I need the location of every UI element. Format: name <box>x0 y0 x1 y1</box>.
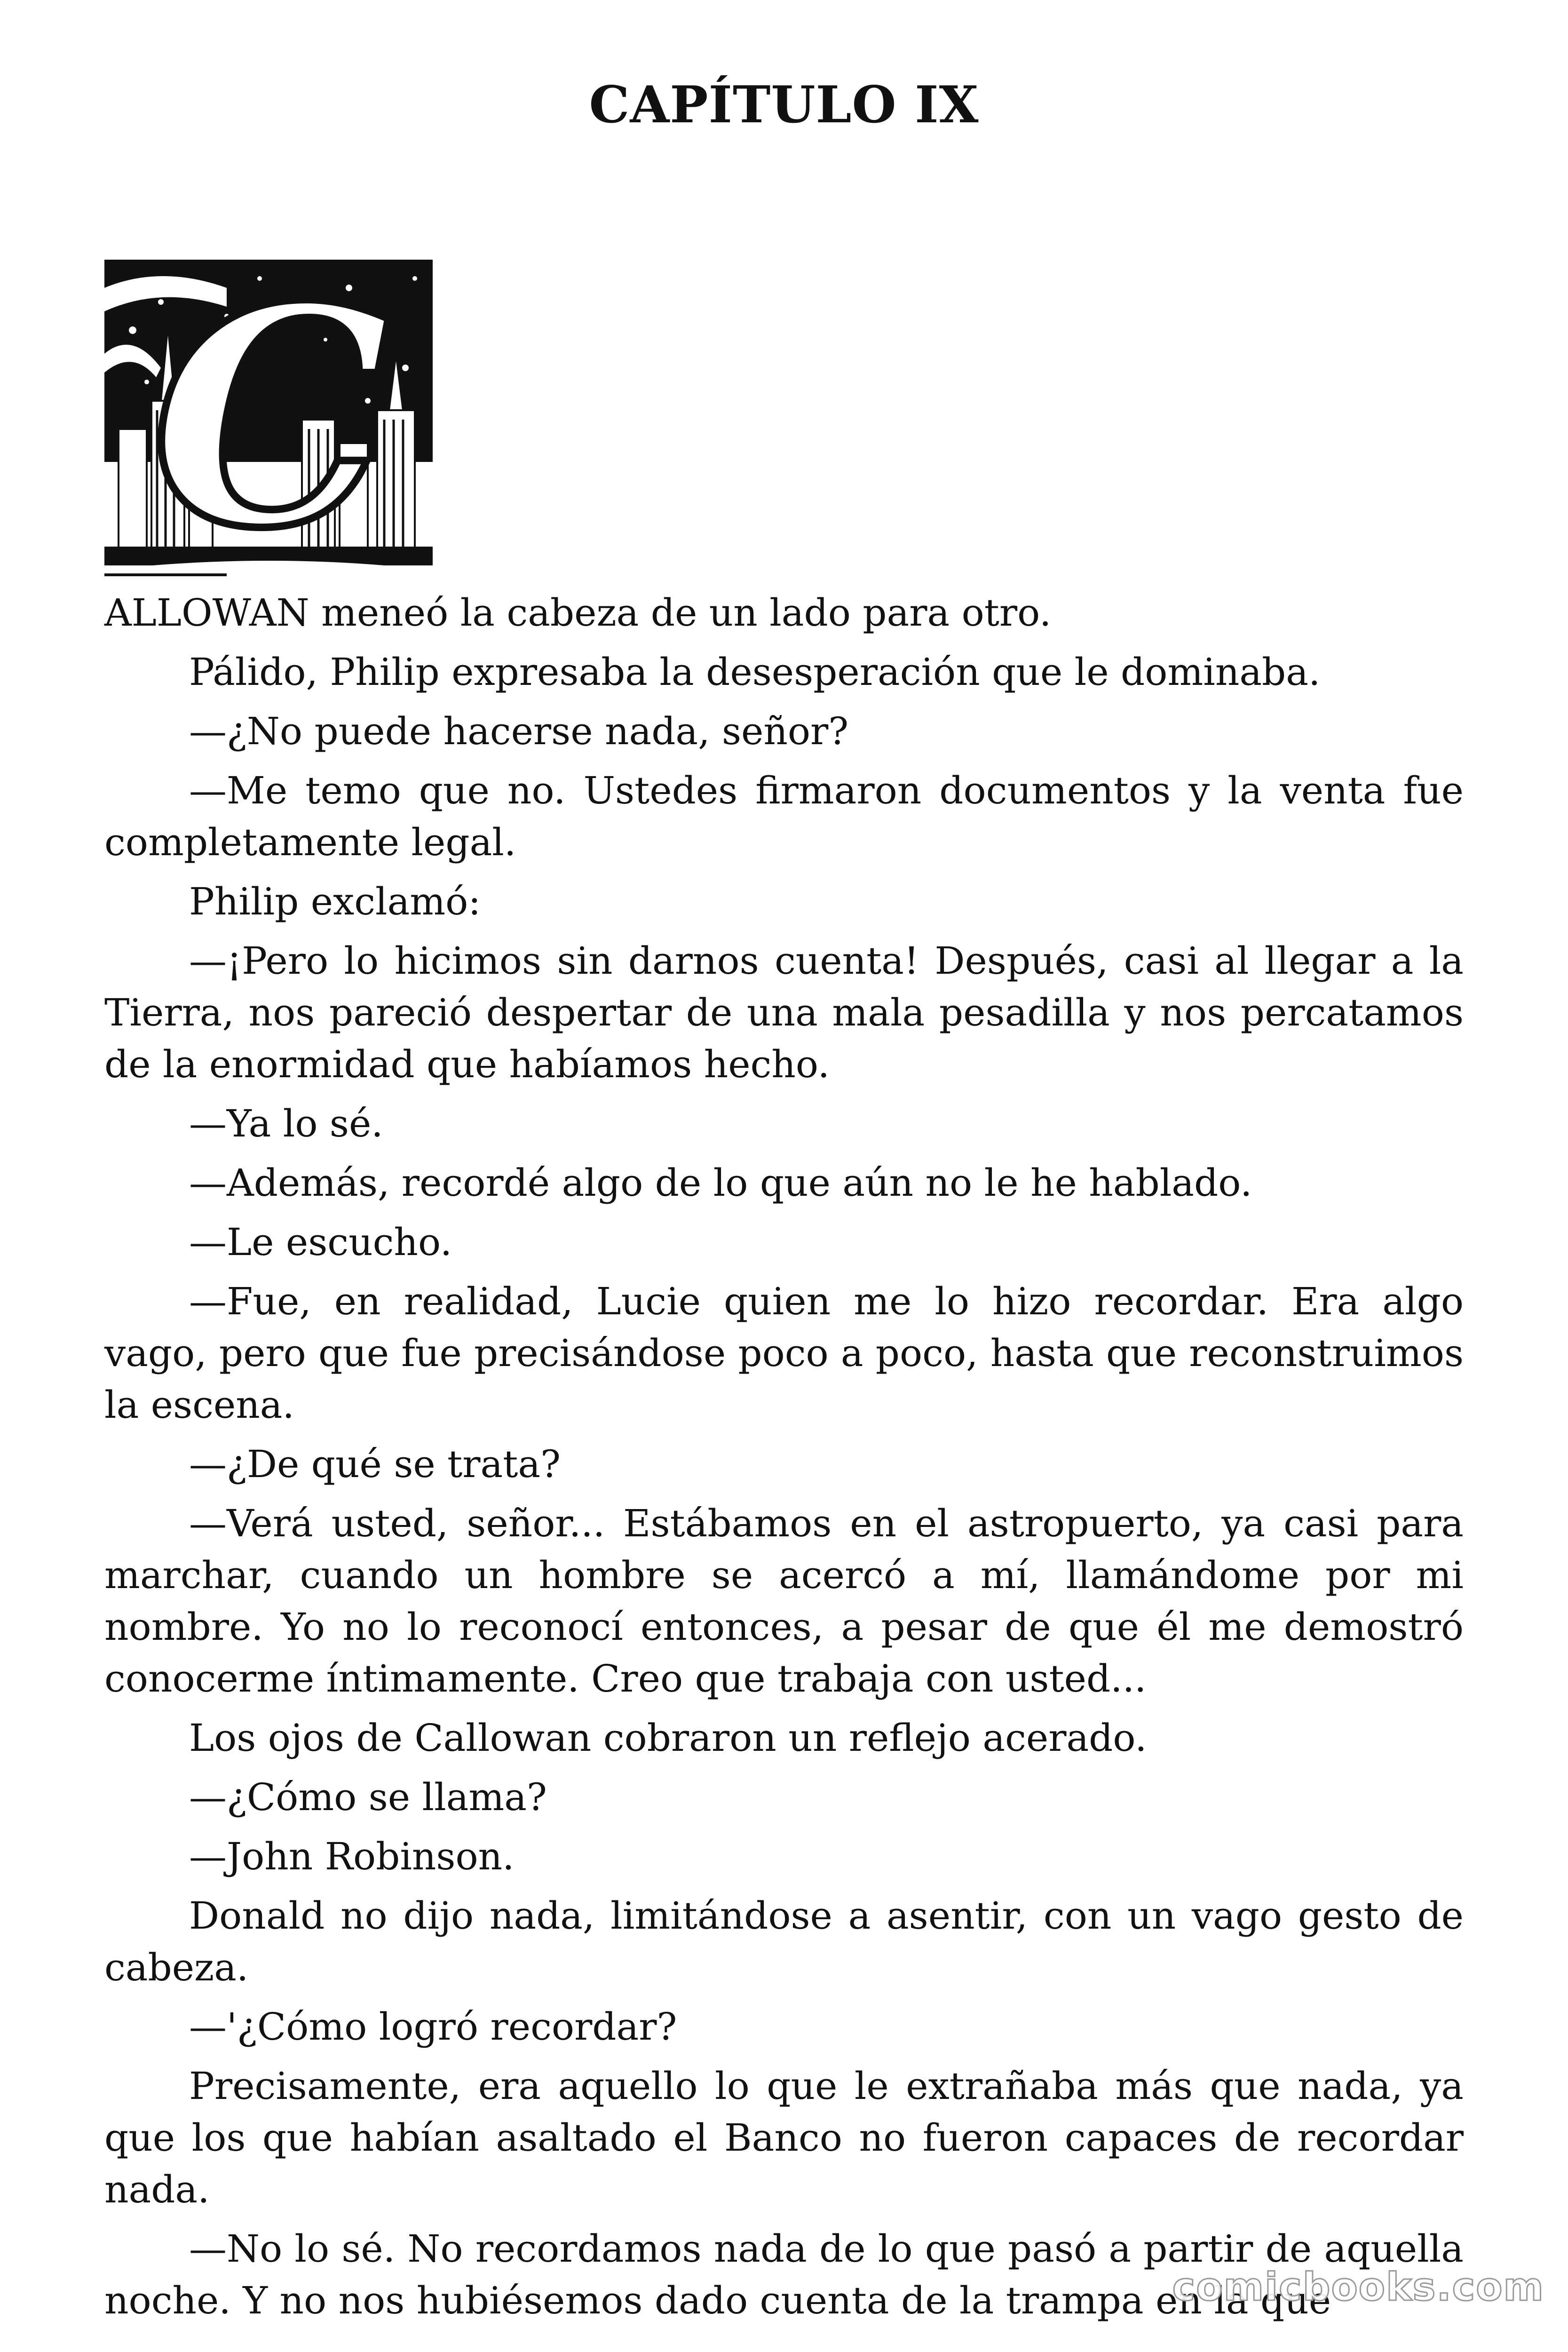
chapter-title: CAPÍTULO IX <box>589 75 979 135</box>
paragraph: —¿No puede hacerse nada, señor? <box>189 709 849 753</box>
paragraph: —¿De qué se trata? <box>189 1442 561 1486</box>
paragraph: ALLOWAN meneó la cabeza de un lado para otro. <box>104 591 1052 635</box>
paragraph: —Le escucho. <box>189 1220 452 1264</box>
paragraph: —Ya lo sé. <box>189 1102 383 1145</box>
city-illustration-drop-cap-icon <box>104 260 433 585</box>
paragraph: —Fue, en realidad, Lucie quien me lo hizo recordar. Era algo vago, pero que fue precisándose poco a poco, hasta que reconstruimos la escena. <box>104 1279 1464 1427</box>
paragraph: Philip exclamó: <box>189 880 481 923</box>
paragraph: —Además, recordé algo de lo que aún no le he hablado. <box>189 1161 1252 1205</box>
paragraph: Precisamente, era aquello lo que le extrañaba más que nada, ya que los que habían asaltado el Banco no fueron capaces de recordar nada. <box>104 2064 1464 2211</box>
paragraph: Donald no dijo nada, limitándose a asentir, con un vago gesto de cabeza. <box>104 1894 1464 1989</box>
drop-cap-letter: C <box>151 260 391 585</box>
paragraph: —¡Pero lo hicimos sin darnos cuenta! Después, casi al llegar a la Tierra, nos pareció despertar de una mala pesadilla y nos percatamos de la enormidad que habíamos hecho. <box>104 939 1464 1086</box>
paragraph: —¿Cómo se llama? <box>189 1775 547 1819</box>
paragraph: —'¿Cómo logró recordar? <box>189 2005 677 2049</box>
body-text <box>104 587 1464 2334</box>
paragraph: —No lo sé. No recordamos nada de lo que pasó a partir de aquella noche. Y no nos hubiésemos dado cuenta de la trampa en la que <box>104 2227 1464 2322</box>
paragraph: Los ojos de Callowan cobraron un reflejo acerado. <box>189 1716 1147 1760</box>
paragraph: —Verá usted, señor... Estábamos en el astropuerto, ya casi para marchar, cuando un hombre se acercó a mí, llamándome por mi nombre. Yo no lo reconocí entonces, a pesar de que él me demostró conocerme íntimamente. Creo que trabaja con usted... <box>104 1502 1464 1700</box>
paragraph: —John Robinson. <box>189 1835 515 1878</box>
watermark-text: comicbooks.com <box>1172 2265 1544 2310</box>
paragraph: Pálido, Philip expresaba la desesperación que le dominaba. <box>189 650 1321 694</box>
paragraph: —Me temo que no. Ustedes firmaron documentos y la venta fue completamente legal. <box>104 769 1464 864</box>
